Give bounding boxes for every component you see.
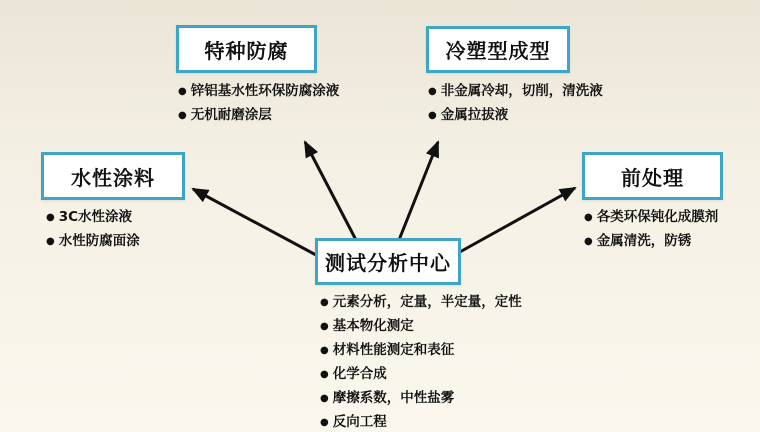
arrow-to-waterborne-coatings <box>193 189 316 255</box>
arrow-to-special-anticorrosion <box>305 142 356 240</box>
list-cold-molding <box>428 80 603 128</box>
list-item: ● 锌铝基水性环保防腐涂液 <box>178 80 339 104</box>
list-item: ● 金属拉拔液 <box>428 104 603 128</box>
list-item: ● 金属清洗，防锈 <box>584 230 718 254</box>
arrow-to-cold-molding <box>399 142 438 240</box>
node-title: 测试分析中心 <box>325 251 451 275</box>
list-item: ● 各类环保钝化成膜剂 <box>584 206 718 230</box>
node-test-analysis-center <box>315 238 461 285</box>
arrow-to-pretreatment <box>458 188 575 253</box>
list-item: ● 基本物化测定 <box>320 315 522 339</box>
list-item: ● 材料性能测定和表征 <box>320 339 522 363</box>
node-cold-molding <box>426 26 570 73</box>
list-item: ● 非金属冷却，切削，清洗液 <box>428 80 603 104</box>
node-special-anticorrosion <box>176 25 317 73</box>
list-pretreatment <box>584 206 718 254</box>
list-item: ● 摩擦系数，中性盐雾 <box>320 387 522 411</box>
list-waterborne-coatings <box>46 206 140 254</box>
list-item: ● 无机耐磨涂层 <box>178 104 339 128</box>
node-title: 特种防腐 <box>204 38 289 63</box>
node-title: 冷塑型成型 <box>445 39 551 63</box>
node-waterborne-coatings <box>41 152 185 200</box>
list-item: ● 反向工程 <box>320 411 522 432</box>
node-title: 前处理 <box>621 165 684 190</box>
node-pretreatment <box>582 152 723 200</box>
list-item: ● 3C水性涂液 <box>46 206 140 230</box>
list-item: ● 水性防腐面涂 <box>46 230 140 254</box>
list-test-analysis-center <box>320 291 522 432</box>
node-title: 水性涂料 <box>71 165 155 190</box>
list-item: ● 化学合成 <box>320 363 522 387</box>
list-item: ● 元素分析，定量，半定量，定性 <box>320 291 522 315</box>
list-special-anticorrosion <box>178 80 339 128</box>
